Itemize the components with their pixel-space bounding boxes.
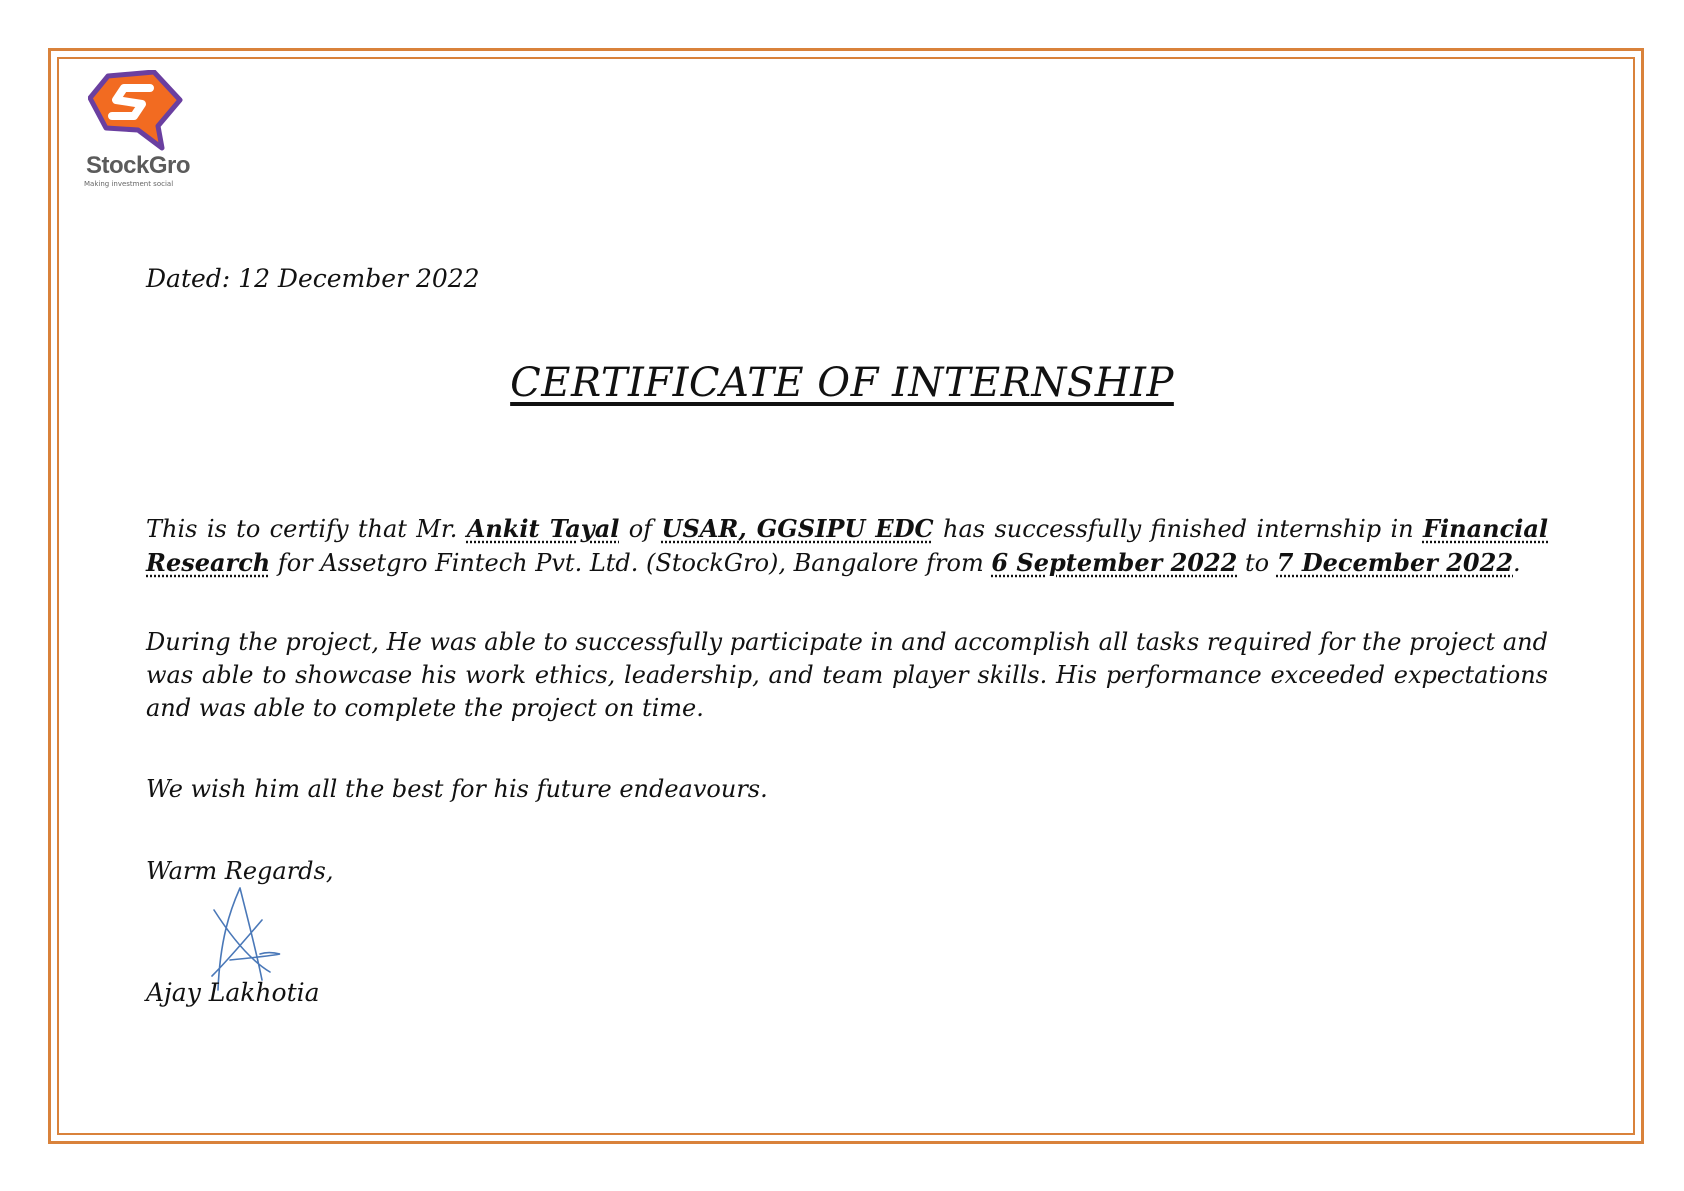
certificate-title: CERTIFICATE OF INTERNSHIP xyxy=(510,360,1174,406)
institute-name: USAR, GGSIPU EDC xyxy=(661,514,934,543)
intern-name: Ankit Tayal xyxy=(466,514,620,543)
certify-to: to xyxy=(1245,549,1270,577)
logo-wordmark: StockGro xyxy=(86,152,191,179)
internship-domain: Financial Research xyxy=(146,514,1548,577)
wishes-paragraph: We wish him all the best for his future endeavours. xyxy=(146,775,768,803)
performance-paragraph: During the project, He was able to successfully participate in and accomplish all tasks required for the project and was able to showcase his work ethics, leadership, and team player skills. His performance exceeded expectations and was able to complete the project on time. xyxy=(146,628,1548,722)
certify-company: for Assetgro Fintech Pvt. Ltd. (StockGro), Bangalore from xyxy=(277,549,984,577)
certify-prefix: This is to certify that Mr. xyxy=(146,515,458,543)
certify-of: of xyxy=(628,515,653,543)
closing-line: Warm Regards, xyxy=(146,857,334,885)
logo-tagline: Making investment social xyxy=(84,180,174,188)
certify-paragraph xyxy=(146,512,1548,580)
certify-middle: has successfully finished internship in xyxy=(943,515,1414,543)
certify-end-punct: . xyxy=(1513,549,1521,577)
date-line: Dated: 12 December 2022 xyxy=(146,264,480,293)
stockgro-logo-icon xyxy=(88,70,188,160)
company-logo xyxy=(80,70,190,190)
start-date: 6 September 2022 xyxy=(991,548,1238,577)
end-date: 7 December 2022 xyxy=(1276,548,1514,577)
signer-name: Ajay Lakhotia xyxy=(146,978,320,1007)
